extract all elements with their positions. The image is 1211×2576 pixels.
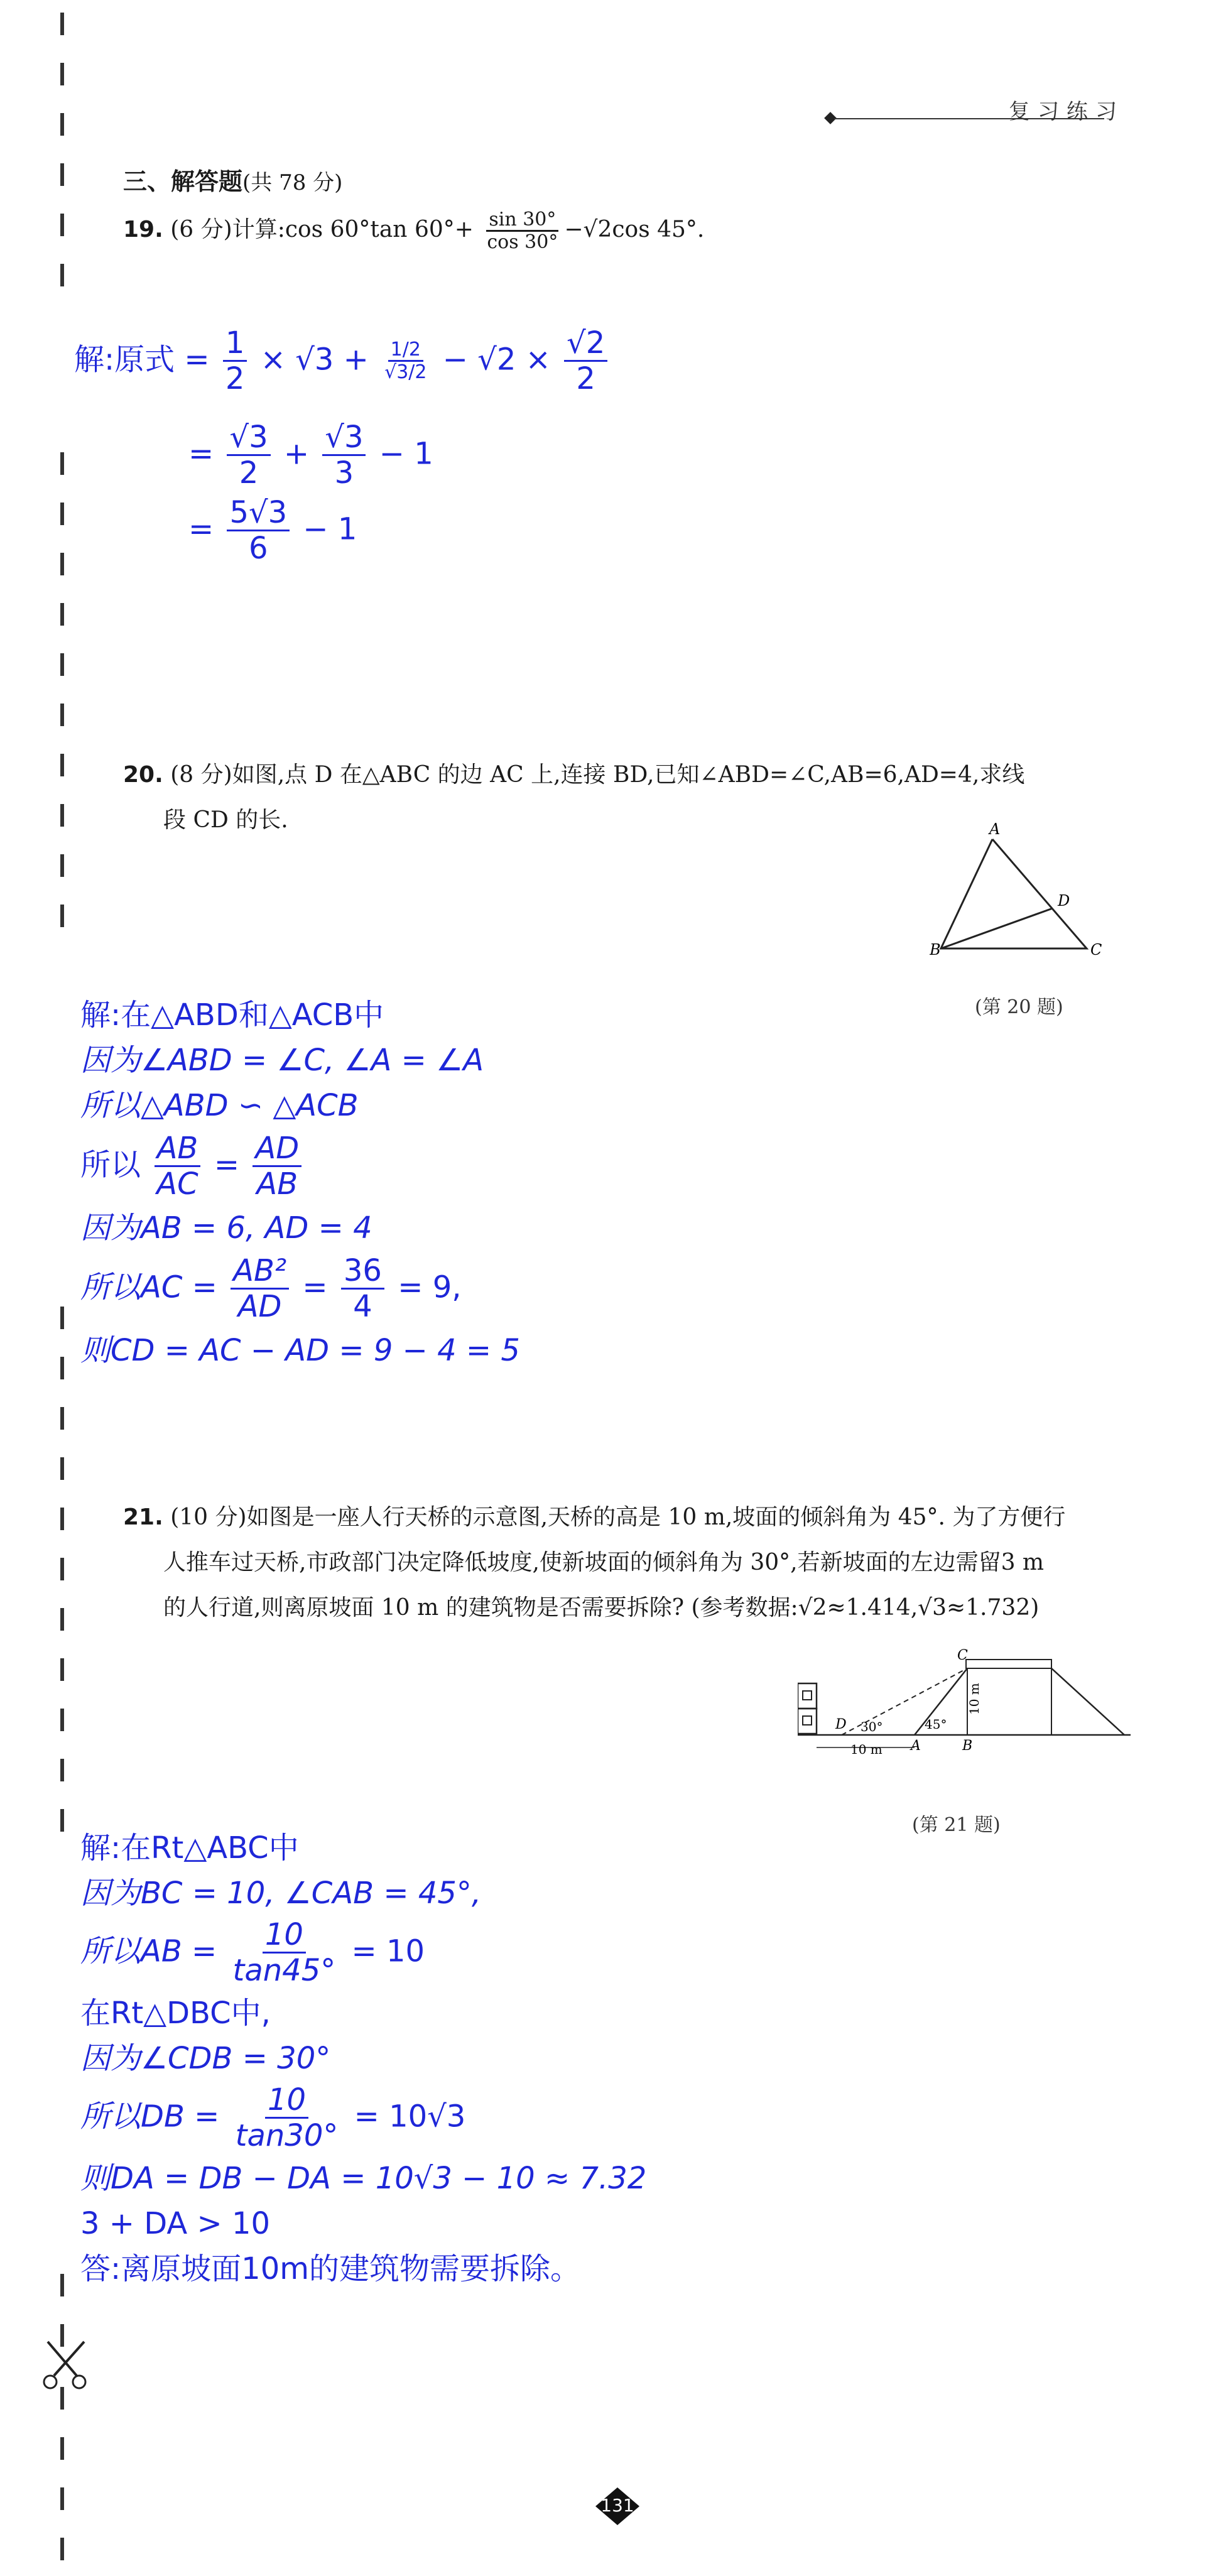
answer-19-line1: 解:原式 = $\frac{1}{2}$ × √3 + $\frac{1/2}{√3/2}$ − √2 × $\frac{√2}{2}$ bbox=[74, 327, 611, 396]
answer-21: 解:在Rt△ABC中 因为BC = 10, ∠CAB = 45°, 所以AB = $\frac{10}{\tan 45^\circ}$ = 10 在Rt△DBC中, 因为∠CDB = 30° 所以DB = $\frac{10}{\tan 30^\circ}$ = 10√3 则DA = DB − DA = 10√3 − 10 ≈ 7.32 3 + DA > 10 答:离原坡面10m的建筑物需要拆除。 bbox=[80, 1830, 647, 2286]
svg-text:45°: 45° bbox=[925, 1717, 947, 1732]
figure-20-caption: (第 20 题) bbox=[975, 996, 1063, 1018]
section-title: 三、解答题(共 78 分) bbox=[123, 167, 343, 195]
svg-text:30°: 30° bbox=[861, 1719, 883, 1734]
header-title: 复习练习 bbox=[1009, 99, 1124, 124]
scissors-icon bbox=[40, 2337, 90, 2393]
figure-21-bridge bbox=[798, 1646, 1137, 1771]
svg-text:A: A bbox=[989, 823, 1001, 838]
svg-text:C: C bbox=[957, 1648, 968, 1663]
svg-text:10 m: 10 m bbox=[967, 1683, 982, 1715]
svg-text:A: A bbox=[911, 1738, 921, 1754]
answer-19-line3: = $\frac{5√3}{6}$ − 1 bbox=[188, 495, 357, 566]
svg-text:B: B bbox=[962, 1738, 973, 1754]
page-number: 131 bbox=[595, 2487, 639, 2525]
question-21: 21. (10 分)如图是一座人行天桥的示意图,天桥的高是 10 m,坡面的倾斜角为 45°. 为了方便行 人推车过天桥,市政部门决定降低坡度,使新坡面的倾斜角为 30°,若新坡面的左边需留3 m 的人行道,则离原坡面 10 m 的建筑物是否需要拆除? (参考数据:√2≈1.414,√3≈1.732) bbox=[123, 1504, 1066, 1621]
cut-line bbox=[60, 13, 65, 2563]
question-20: 20. (8 分)如图,点 D 在△ABC 的边 AC 上,连接 BD,已知∠ABD=∠C,AB=6,AD=4,求线 段 CD 的长. bbox=[123, 762, 1025, 833]
svg-text:B: B bbox=[930, 941, 941, 959]
svg-text:10 m: 10 m bbox=[850, 1742, 882, 1757]
question-19: 19. (6 分)计算:cos 60°tan 60°+ $\frac{\sin 30^\circ}{\cos 30^\circ}$ −√2cos 45°. bbox=[123, 208, 705, 253]
figure-20-triangle bbox=[930, 823, 1112, 967]
figure-21-caption: (第 21 题) bbox=[912, 1814, 1001, 1836]
answer-19-line2: = $\frac{√3}{2}$ + $\frac{√3}{3}$ − 1 bbox=[188, 420, 433, 491]
page-header bbox=[823, 94, 1124, 132]
svg-text:D: D bbox=[1058, 892, 1070, 910]
svg-text:D: D bbox=[835, 1717, 847, 1732]
svg-text:C: C bbox=[1090, 941, 1102, 959]
answer-20: 解:在△ABD和△ACB中 因为∠ABD = ∠C, ∠A = ∠A 所以△ABD ∽ △ACB 所以 $\frac{AB}{AC}$ = $\frac{AD}{AB}$ 因为AB = 6, AD = 4 所以AC = $\frac{\text{AB²}}{AD}$ = $\frac{36}{4}$ = 9, 则CD = AC − AD = 9 − 4 = 5 bbox=[80, 997, 520, 1368]
